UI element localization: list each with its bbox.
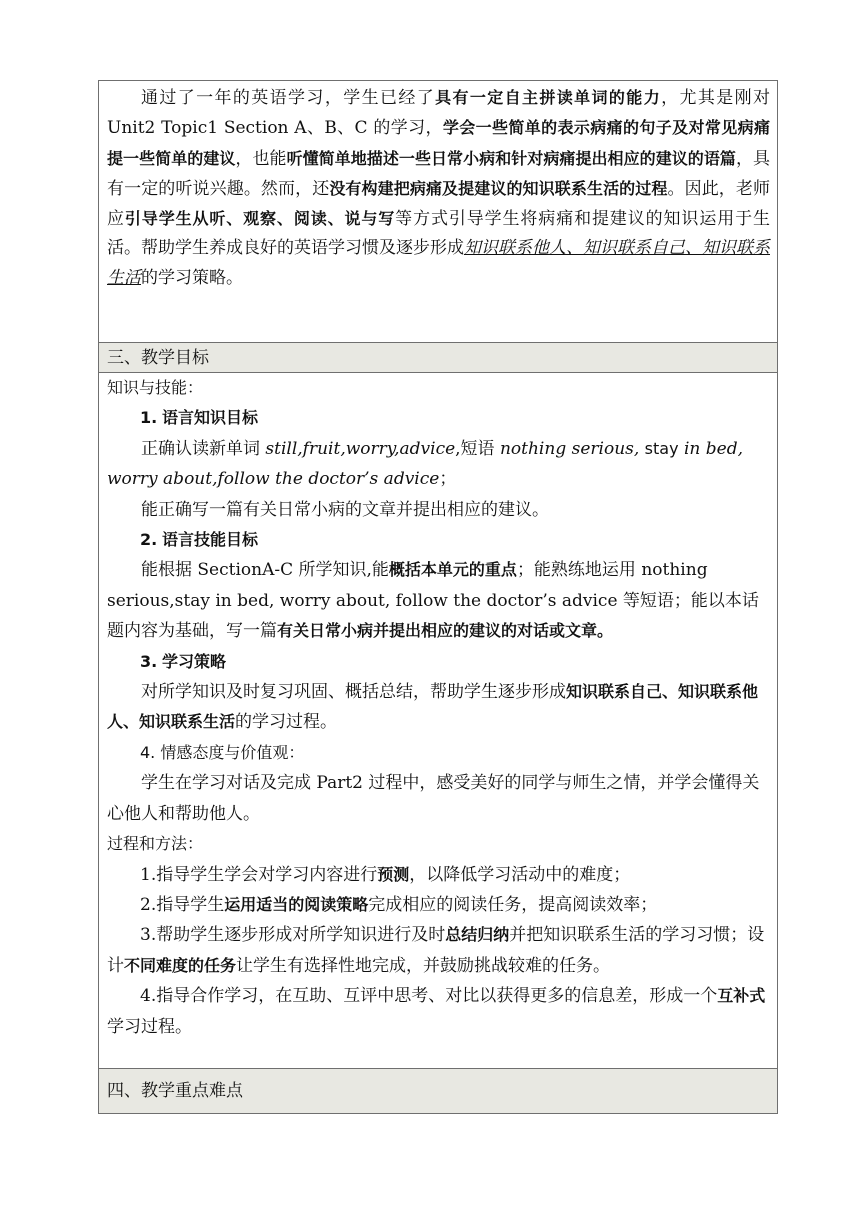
text-run: 2.指导学生 [140,894,225,915]
knowledge-skills-label: 知识与技能： [107,378,204,397]
text-run: 对所学知识及时复习巩固、概括总结，帮助学生逐步形成 [141,682,566,703]
section-heading-objectives: 三、教学目标 [99,343,777,373]
text-run: 的学习策略。 [141,267,243,288]
goal-number: 1. [140,408,158,428]
bold-text: 运用适当的阅读策略 [224,894,369,914]
section-heading-key-points: 四、教学重点难点 [99,1069,777,1113]
goal-2-heading [107,525,770,555]
text-run: 并把知识联系生活的学习习惯；设计 [107,925,765,976]
text-run: ，以降低学习活动中的难度； [409,864,631,885]
text-run: 的学习过程。 [235,712,338,733]
goal-title: 语言技能目标 [162,530,259,550]
text-run: 等方式引导学生将病痛和提建议的知识运用于生活。帮助学生养成良好的英语学习惯及逐步形成 [107,209,771,259]
bold-text: 概括本单元的重点 [388,560,517,580]
bold-text: 引导学生从听、观察、阅读、说与写 [124,209,396,229]
italic-phrase: nothing serious, [499,438,645,459]
text-run: 能根据 SectionA-C 所学知识,能 [141,560,389,581]
bold-text: 具有一定自主拼读单词的能力 [435,88,662,107]
goal-4-text: 学生在学习对话及完成 Part2 过程中，感受美好的同学与师生之情，并学会懂得关心他人和帮助他人。 [107,773,760,824]
bold-text: 有关日常小病并提出相应的建议的对话或文章。 [277,621,614,641]
bold-text: 没有构建把病痛及提建议的知识联系生活的过程 [329,178,668,198]
italic-phrase: in bed, worry about,follow the doctor’s advice [107,438,743,490]
goal-title: 学习策略 [162,651,227,671]
text-run: ，也能 [235,148,287,169]
text-run: ，具有一定的听说兴趣。然而，还 [107,148,771,199]
lesson-plan-table [98,80,778,1114]
bold-text: 知识联系自己、知识联系他人、知识联系生活 [107,682,759,732]
goal-4-heading: 4. 情感态度与价值观： [140,742,305,762]
bold-text: 总结归纳 [445,925,510,945]
text-run: 学习过程。 [107,1016,192,1037]
text-run: stay [644,438,679,458]
text-run: 正确认读新单词 [141,438,266,459]
goal-1-heading [107,403,770,433]
process-item-2 [107,890,770,920]
process-item-4 [107,981,770,1042]
student-analysis-paragraph [107,83,770,293]
bold-text: 学会一些简单的表示病痛的句子及对常见病痛提一些简单的建议 [107,118,770,168]
bold-text: 预测 [377,864,410,884]
text-run: ；能熟练地运用 nothing serious,stay in bed, worry about, follow the doctor’s advice 等短语；能以本话题内容为基础，写一篇 [107,560,759,642]
text-run: 4.指导合作学习，在互助、互评中思考、对比以获得更多的信息差，形成一个 [140,986,718,1007]
goal-1-text [107,434,770,495]
objectives-cell [99,373,777,1069]
goal-number: 3. [140,651,158,671]
text-run: ； [439,469,457,490]
goal-number: 2. [140,530,158,550]
italic-words: still,fruit,worry,advice [265,438,456,459]
goal-2-text [107,555,770,646]
text-run: 完成相应的阅读任务，提高阅读效率； [368,894,658,915]
goal-3-text [107,677,770,738]
process-item-1 [107,860,770,890]
underlined-italic-text: 知识联系他人、知识联系自己、知识联系生活 [107,238,770,288]
text-run: 让学生有选择性地完成，并鼓励挑战较难的任务。 [236,955,611,976]
text-run: ，尤其是刚对 Unit2 Topic1 Section A、B、C 的学习， [107,88,770,139]
goal-3-heading [107,647,770,677]
bold-text: 互补式 [717,986,766,1006]
student-analysis-cell [99,81,777,343]
goal-title: 语言知识目标 [162,408,259,428]
bold-text: 不同难度的任务 [124,955,237,975]
text-run: 通过了一年的英语学习，学生已经了 [141,88,436,108]
bold-text: 听懂简单地描述一些日常小病和针对病痛提出相应的建议的语篇 [286,148,736,168]
text-run: 。因此，老师应 [107,178,770,230]
goal-1-text-2: 能正确写一篇有关日常小病的文章并提出相应的建议。 [141,499,549,520]
process-item-3 [107,920,770,981]
text-run: 1.指导学生学会对学习内容进行 [140,864,378,885]
text-run: ,短语 [455,438,500,459]
process-method-label: 过程和方法： [107,834,204,854]
text-run: 3.帮助学生逐步形成对所学知识进行及时 [140,925,446,946]
